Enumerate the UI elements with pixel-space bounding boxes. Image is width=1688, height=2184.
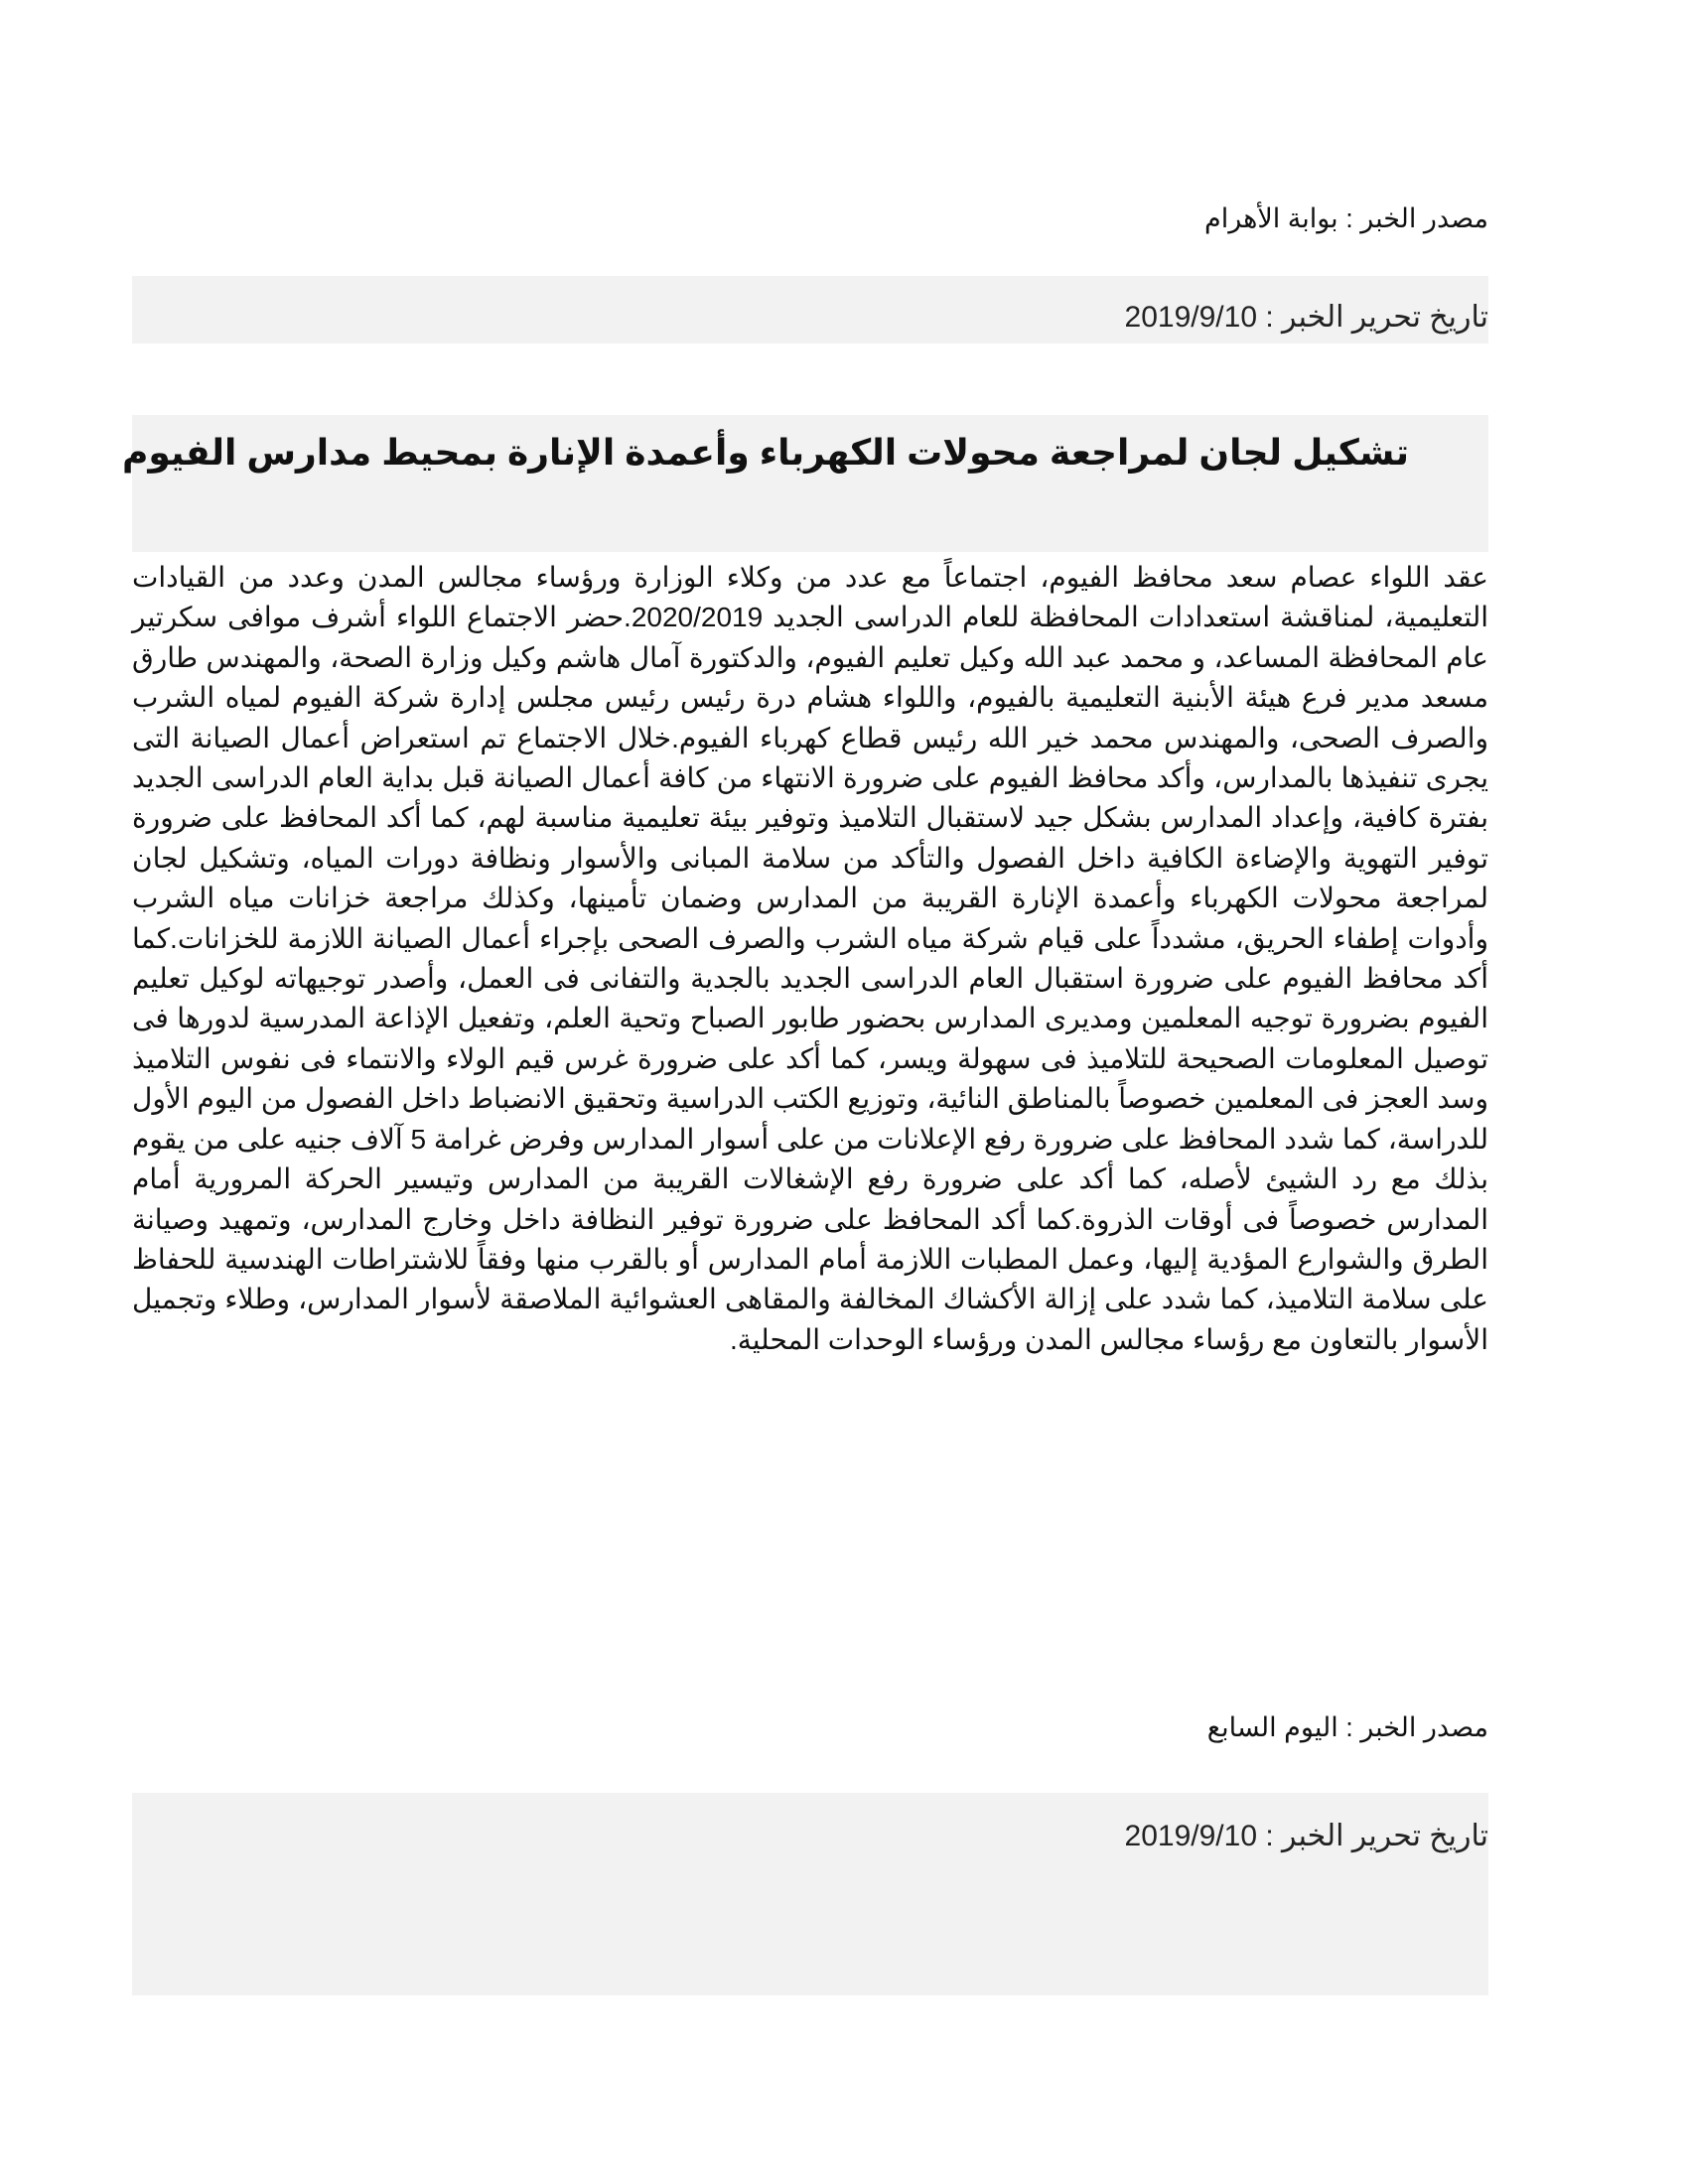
document-page — [121, 0, 1489, 2184]
news-source-line: مصدر الخبر : بوابة الأهرام — [1203, 204, 1488, 233]
news-date-line-2: تاريخ تحرير الخبر : 2019/9/10 — [1124, 1820, 1488, 1852]
news-date-line: تاريخ تحرير الخبر : 2019/9/10 — [1124, 301, 1488, 334]
article-body-paragraph: عقد اللواء عصام سعد محافظ الفيوم، اجتماعاً مع عدد من وكلاء الوزارة ورؤساء مجالس المدن وعدد من القيادات التعليمية، لمناقشة استعدادات المحافظة للعام الدراسى الجديد 2020/2019.حضر الاجتماع اللواء أشرف موافى سكرتير عام المحافظة المساعد، و محمد عبد الله وكيل تعليم الفيوم، والدكتورة آمال هاشم وكيل وزارة الصحة، والمهندس طارق مسعد مدير فرع هيئة الأبنية التعليمية بالفيوم، واللواء هشام درة رئيس رئيس مجلس إدارة شركة الفيوم لمياه الشرب والصرف الصحى، والمهندس محمد خير الله رئيس قطاع كهرباء الفيوم.خلال الاجتماع تم استعراض أعمال الصيانة التى يجرى تنفيذها بالمدارس، وأكد محافظ الفيوم على ضرورة الانتهاء من كافة أعمال الصيانة قبل بداية العام الدراسى الجديد بفترة كافية، وإعداد المدارس بشكل جيد لاستقبال التلاميذ وتوفير بيئة تعليمية مناسبة لهم، كما أكد المحافظ على ضرورة توفير التهوية والإضاءة الكافية داخل الفصول والتأكد من سلامة المبانى والأسوار ونظافة دورات المياه، وتشكيل لجان لمراجعة محولات الكهرباء وأعمدة الإنارة القريبة من المدارس وضمان تأمينها، وكذلك مراجعة خزانات مياه الشرب وأدوات إطفاء الحريق، مشدداً على قيام شركة مياه الشرب والصرف الصحى بإجراء أعمال الصيانة اللازمة للخزانات.كما أكد محافظ الفيوم على ضرورة استقبال العام الدراسى الجديد بالجدية والتفانى فى العمل، وأصدر توجيهاته لوكيل تعليم الفيوم بضرورة توجيه المعلمين ومديرى المدارس بحضور طابور الصباح وتحية العلم، وتفعيل الإذاعة المدرسية لدورها فى توصيل المعلومات الصحيحة للتلاميذ فى سهولة ويسر، كما أكد على ضرورة غرس قيم الولاء والانتماء فى نفوس التلاميذ وسد العجز فى المعلمين خصوصاً بالمناطق النائية، وتوزيع الكتب الدراسية وتحقيق الانضباط داخل الفصول من اليوم الأول للدراسة، كما شدد المحافظ على ضرورة رفع الإعلانات من على أسوار المدارس وفرض غرامة 5 آلاف جنيه على من يقوم بذلك مع رد الشيئ لأصله، كما أكد على ضرورة رفع الإشغالات القريبة من المدارس وتيسير الحركة المرورية أمام المدارس خصوصاً فى أوقات الذروة.كما أكد المحافظ على ضرورة توفير النظافة داخل وخارج المدارس، وتمهيد وصيانة الطرق والشوارع المؤدية إليها، وعمل المطبات اللازمة أمام المدارس أو بالقرب منها وفقاً للاشتراطات الهندسية للحفاظ على سلامة التلاميذ، كما شدد على إزالة الأكشاك المخالفة والمقاهى العشوائية الملاصقة لأسوار المدارس، وطلاء وتجميل الأسوار بالتعاون مع رؤساء مجالس المدن ورؤساء الوحدات المحلية. — [132, 562, 1489, 1355]
news-source-line-2: مصدر الخبر : اليوم السابع — [1206, 1712, 1488, 1742]
article-headline: تشكيل لجان لمراجعة محولات الكهرباء وأعمدة الإنارة بمحيط مدارس الفيوم — [121, 432, 1409, 473]
article-body — [132, 558, 1488, 1360]
